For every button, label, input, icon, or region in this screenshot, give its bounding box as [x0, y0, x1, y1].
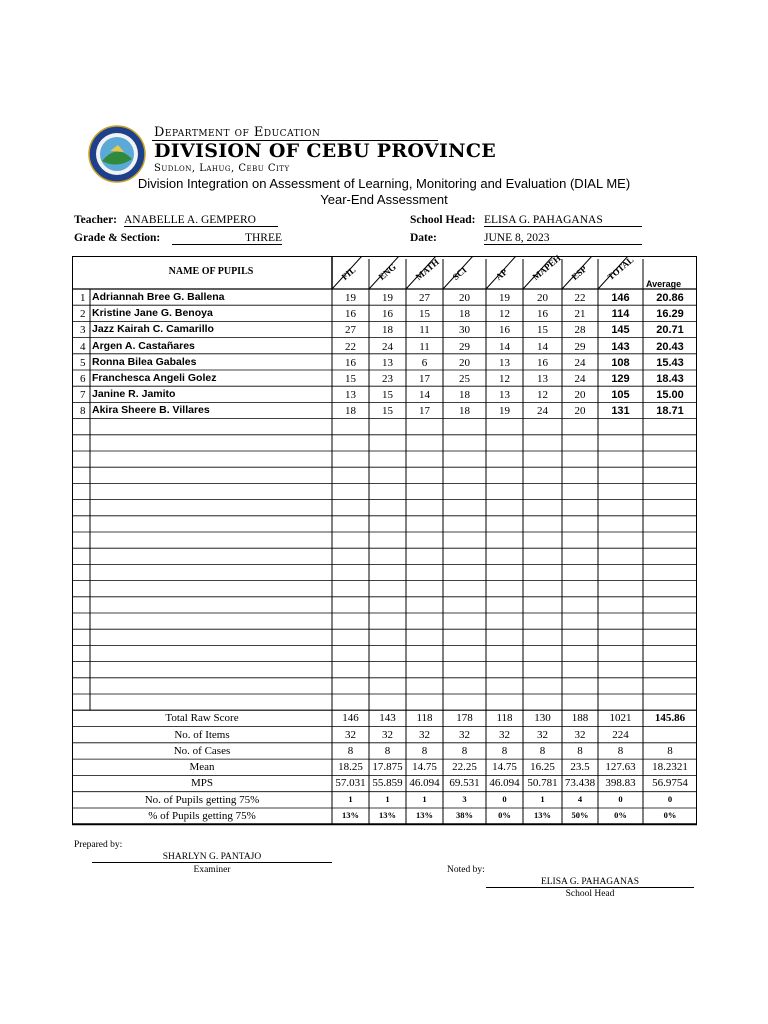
summary-cell: 32	[537, 728, 548, 741]
score-cell: 16.29	[656, 308, 684, 321]
score-cell: 15	[382, 389, 393, 402]
score-cell: 145	[611, 324, 630, 337]
subject-header-math: MATH	[413, 256, 441, 282]
summary-cell: 18.2321	[652, 761, 688, 774]
score-cell: 146	[611, 292, 630, 304]
school-head-role: School Head	[565, 889, 615, 899]
summary-cell: 13%	[342, 810, 359, 820]
score-cell: 12	[499, 373, 510, 385]
summary-cell: 398.83	[605, 777, 636, 790]
teacher-name: ANABELLE A. GEMPERO	[124, 214, 278, 227]
score-cell: 13	[382, 356, 393, 369]
score-cell: 24	[574, 356, 586, 369]
score-cell: 16	[537, 308, 548, 321]
grade-section-value: THREE	[172, 232, 282, 245]
subject-header-fil: FIL	[339, 264, 358, 282]
row-number: 2	[80, 308, 86, 321]
score-cell: 22	[345, 340, 356, 353]
summary-cell: 69.531	[449, 777, 480, 790]
summary-cell: 17.875	[372, 761, 403, 774]
summary-cell: 8	[384, 744, 391, 757]
summary-cell: 32	[382, 728, 393, 741]
pupil-name: Akira Sheere B. Villares	[92, 404, 210, 417]
prepared-by-label: Prepared by:	[74, 840, 123, 850]
score-cell: 12	[537, 389, 548, 402]
summary-cell: 73.438	[564, 777, 596, 790]
summary-cell: 0%	[498, 810, 511, 820]
summary-cell: 3	[462, 793, 467, 804]
division-address: Sudlon, Lahug, Cebu City	[154, 163, 290, 174]
score-cell: 14	[537, 340, 548, 353]
summary-cell: 1	[348, 793, 353, 804]
summary-cell: 50%	[571, 810, 589, 820]
score-cell: 15.43	[656, 356, 684, 369]
summary-cell: 8	[421, 744, 428, 757]
summary-cell: 0%	[614, 810, 627, 820]
summary-label: Total Raw Score	[165, 712, 239, 725]
score-cell: 15.00	[656, 389, 684, 402]
pupil-name: Adriannah Bree G. Ballena	[92, 291, 225, 303]
summary-cell: 56.9754	[652, 777, 688, 790]
score-cell: 24	[382, 340, 393, 353]
score-cell: 15	[419, 308, 430, 321]
score-cell: 6	[421, 356, 428, 369]
summary-cell: 13%	[534, 810, 551, 820]
score-cell: 21	[574, 308, 586, 321]
summary-cell: 32	[419, 728, 430, 741]
score-cell: 14	[499, 340, 510, 353]
score-cell: 20.86	[656, 292, 684, 304]
subject-header-ap: AP	[493, 266, 510, 282]
score-cell: 17	[419, 405, 430, 418]
summary-label: No. of Cases	[173, 744, 231, 757]
summary-cell: 8	[577, 744, 583, 757]
subject-header-total: TOTAL	[605, 254, 636, 282]
subject-header-eng: ENG	[376, 261, 398, 282]
row-number: 8	[80, 405, 86, 418]
score-cell: 17	[419, 373, 430, 385]
score-cell: 18	[459, 308, 470, 321]
assessment-subtitle: Year-End Assessment	[320, 192, 448, 207]
score-cell: 13	[345, 389, 356, 402]
summary-cell: 46.094	[409, 777, 440, 790]
summary-cell: 50.781	[527, 777, 558, 790]
name-of-pupils-header: NAME OF PUPILS	[168, 266, 254, 277]
row-number: 3	[80, 324, 86, 337]
row-number: 4	[80, 340, 86, 353]
score-cell: 24	[574, 373, 586, 385]
noted-by-label: Noted by:	[447, 865, 485, 875]
summary-cell: 57.031	[335, 777, 366, 790]
summary-cell: 14.75	[412, 761, 437, 774]
row-number: 5	[80, 356, 86, 369]
summary-cell: 1	[540, 793, 545, 804]
score-cell: 14	[419, 389, 430, 402]
pupil-name: Janine R. Jamito	[92, 388, 176, 401]
summary-cell: 0	[667, 793, 673, 804]
teacher-label: Teacher:	[74, 214, 118, 226]
summary-cell: 38%	[456, 810, 473, 820]
score-cell: 20.43	[656, 340, 684, 353]
score-cell: 16	[537, 356, 548, 369]
score-cell: 18	[345, 405, 356, 418]
summary-cell: 46.094	[489, 777, 520, 790]
summary-cell: 18.25	[338, 761, 363, 774]
date-value: JUNE 8, 2023	[484, 232, 642, 245]
school-head-name: ELISA G. PAHAGANAS	[484, 214, 642, 227]
score-cell: 20	[537, 292, 548, 304]
score-cell: 129	[611, 373, 630, 385]
summary-cell: 23.5	[570, 761, 590, 774]
pupil-name: Argen A. Castañares	[92, 339, 195, 352]
score-cell: 20.71	[656, 324, 684, 337]
score-cell: 23	[382, 373, 393, 385]
score-cell: 25	[459, 373, 470, 385]
grade-section-label: Grade & Section:	[74, 232, 161, 244]
score-cell: 16	[499, 324, 510, 337]
score-cell: 20	[459, 356, 470, 369]
score-cell: 13	[499, 356, 510, 369]
score-cell: 24	[537, 405, 548, 418]
score-cell: 18.71	[656, 405, 684, 418]
date-label: Date:	[410, 232, 437, 244]
score-cell: 15	[537, 324, 548, 337]
summary-cell: 32	[499, 728, 510, 741]
school-head-label: School Head:	[410, 214, 476, 226]
score-cell: 13	[499, 389, 510, 402]
score-cell: 12	[499, 308, 510, 321]
summary-cell: 32	[345, 728, 356, 741]
row-number: 6	[80, 373, 86, 385]
score-cell: 20	[459, 292, 470, 304]
summary-cell: 127.63	[605, 761, 636, 774]
score-cell: 16	[382, 308, 393, 321]
summary-label: % of Pupils getting 75%	[148, 810, 256, 822]
score-cell: 18	[459, 389, 470, 402]
score-cell: 15	[345, 373, 356, 385]
summary-cell: 8	[617, 744, 624, 757]
row-number: 7	[80, 389, 86, 402]
summary-label: No. of Pupils getting 75%	[144, 793, 260, 806]
score-cell: 19	[382, 292, 393, 304]
assessment-title: Division Integration on Assessment of Learning, Monitoring and Evaluation (DIAL ME)	[137, 176, 631, 191]
subject-header-mapeh: MAPEH	[530, 252, 563, 282]
department-name: Department of Education	[154, 125, 321, 140]
summary-cell: 145.86	[654, 712, 686, 725]
score-cell: 18	[459, 405, 470, 418]
examiner-role: Examiner	[193, 865, 231, 875]
summary-cell: 143	[379, 712, 396, 725]
score-cell: 16	[345, 356, 356, 369]
score-cell: 131	[611, 405, 630, 418]
score-cell: 19	[499, 405, 510, 418]
summary-cell: 118	[416, 712, 433, 725]
subject-header-esp: ESP	[569, 263, 589, 282]
score-cell: 28	[574, 324, 586, 337]
summary-cell: 16.25	[530, 761, 555, 774]
score-cell: 27	[419, 292, 430, 304]
score-cell: 16	[345, 308, 356, 321]
summary-cell: 4	[577, 793, 583, 804]
summary-cell: 224	[612, 728, 629, 741]
summary-label: MPS	[190, 777, 214, 790]
score-cell: 105	[611, 389, 630, 402]
summary-cell: 13%	[379, 810, 396, 820]
average-header: Average	[646, 279, 682, 289]
summary-cell: 1021	[609, 712, 632, 725]
summary-cell: 0%	[663, 810, 677, 820]
subject-header-sci: SCI	[450, 264, 469, 282]
score-cell: 27	[345, 324, 356, 337]
score-cell: 114	[611, 308, 630, 321]
summary-cell: 14.75	[492, 761, 517, 774]
summary-cell: 8	[667, 744, 673, 757]
school-head-signature-name: ELISA G. PAHAGANAS	[486, 877, 694, 888]
pupil-name: Franchesca Angeli Golez	[92, 372, 217, 384]
summary-label: Mean	[189, 761, 215, 774]
score-cell: 11	[419, 324, 430, 337]
score-cell: 143	[611, 340, 630, 353]
score-cell: 29	[459, 340, 470, 353]
summary-cell: 1	[385, 793, 390, 804]
summary-cell: 22.25	[452, 761, 477, 774]
summary-cell: 8	[539, 744, 546, 757]
summary-cell: 0	[502, 793, 507, 804]
summary-label: No. of Items	[174, 728, 230, 741]
summary-cell: 55.859	[372, 777, 403, 790]
score-cell: 18.43	[656, 373, 684, 385]
deped-seal-logo	[88, 125, 146, 183]
summary-cell: 130	[534, 712, 551, 725]
score-cell: 108	[611, 356, 630, 369]
score-cell: 20	[574, 389, 586, 402]
score-cell: 11	[419, 340, 430, 353]
summary-cell: 178	[456, 712, 473, 725]
summary-cell: 146	[342, 712, 359, 725]
score-cell: 19	[499, 292, 510, 304]
pupil-name: Kristine Jane G. Benoya	[92, 307, 213, 320]
division-name: DIVISION OF CEBU PROVINCE	[154, 140, 497, 162]
pupil-name: Ronna Bilea Gabales	[92, 355, 197, 368]
summary-cell: 8	[461, 744, 468, 757]
summary-cell: 32	[459, 728, 470, 741]
score-cell: 18	[382, 324, 393, 337]
score-cell: 13	[537, 373, 548, 385]
summary-cell: 1	[422, 793, 427, 804]
score-cell: 20	[574, 405, 586, 418]
summary-cell: 8	[501, 744, 508, 757]
score-cell: 22	[574, 292, 586, 304]
score-cell: 15	[382, 405, 393, 418]
summary-cell: 32	[574, 728, 586, 741]
row-number: 1	[80, 292, 86, 304]
summary-cell: 8	[347, 744, 354, 757]
pupil-name: Jazz Kairah C. Camarillo	[92, 323, 214, 336]
score-cell: 30	[459, 324, 470, 337]
summary-cell: 118	[496, 712, 513, 725]
summary-cell: 0	[618, 793, 623, 804]
score-cell: 29	[574, 340, 586, 353]
score-cell: 19	[345, 292, 356, 304]
summary-cell: 188	[571, 712, 589, 725]
summary-cell: 13%	[416, 810, 433, 820]
examiner-name: SHARLYN G. PANTAJO	[92, 852, 332, 863]
